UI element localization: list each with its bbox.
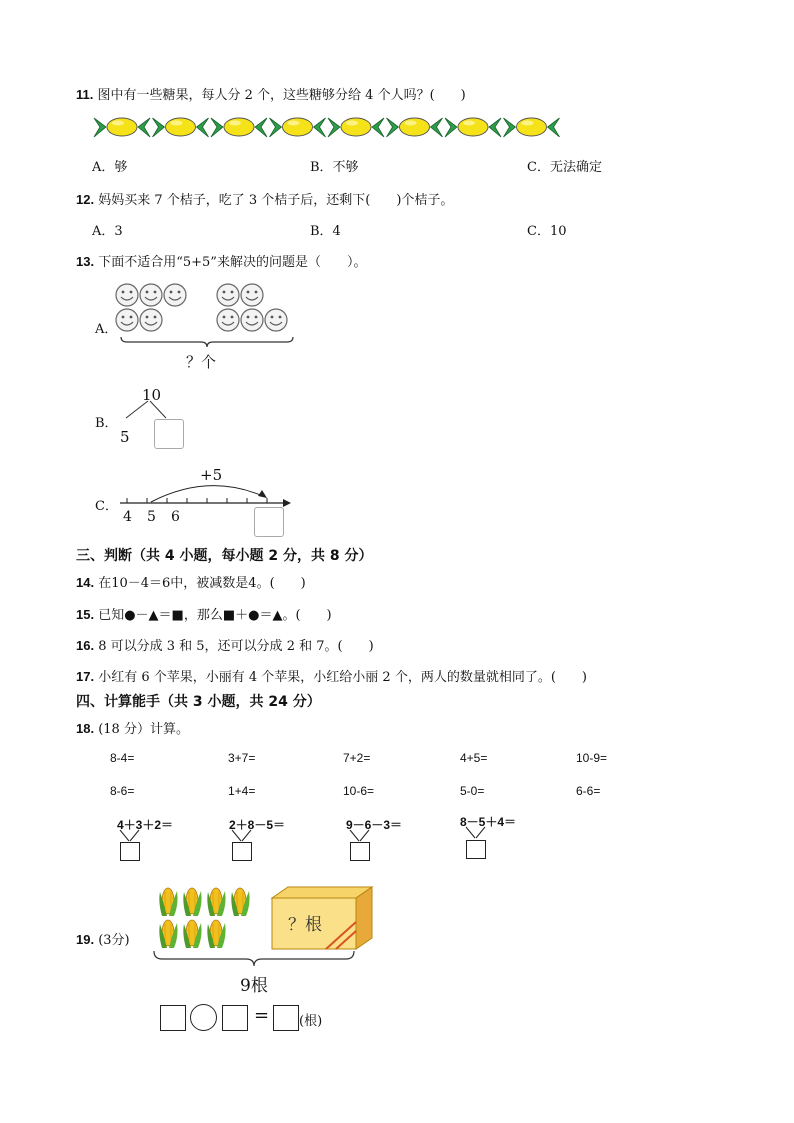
q14-stem [76, 572, 306, 591]
q13-number: 13. [76, 254, 95, 269]
calc-r2-1[interactable]: 8-6= [110, 784, 135, 798]
calc-r1-1[interactable]: 8-4= [110, 751, 135, 765]
candy-icon [153, 118, 209, 137]
eq-unit: (根) [299, 1014, 323, 1029]
q11-text: 图中有一些糖果，每人分 2 个，这些糖够分给 4 个人吗？( ) [97, 88, 466, 103]
calc-r2-3[interactable]: 10-6= [343, 784, 375, 798]
smiley-icon [241, 284, 263, 306]
candy-icon [328, 118, 384, 137]
q18-stem [76, 718, 189, 737]
chain-calc-4: 8－5＋4＝ [460, 815, 517, 829]
q13-text: 下面不适合用“5+5”来解决的问题是（ ）。 [98, 255, 367, 270]
q11-number: 11. [76, 87, 94, 102]
calc-r1-5[interactable]: 10-9= [576, 751, 608, 765]
q15-stem [76, 604, 332, 623]
chain-calc-3-lines [348, 829, 372, 843]
q17-number: 17. [76, 669, 95, 684]
chain-calc-1: 4＋3＋2＝ [117, 818, 174, 832]
candy-icon [387, 118, 443, 137]
calc-r1-2[interactable]: 3+7= [228, 751, 256, 765]
q12-option-a[interactable]: A．3 [92, 224, 123, 239]
q16-stem [76, 635, 374, 654]
decompose-top-number: 10 [142, 386, 162, 404]
q12-text: 妈妈买来 7 个桔子，吃了 3 个桔子后，还剩下( )个桔子。 [98, 193, 454, 208]
candy-icon [94, 118, 150, 137]
chain-calc-4-box[interactable] [466, 840, 486, 859]
calc-r1-4[interactable]: 4+5= [460, 751, 488, 765]
number-line-arrowhead [283, 499, 291, 507]
chain-calc-4-lines [464, 826, 488, 840]
number-line-tick-6: 6 [171, 509, 180, 525]
q12-stem [76, 189, 453, 208]
corn-icon [207, 888, 225, 916]
q12-option-c[interactable]: C．10 [527, 224, 567, 239]
chain-calc-3-box[interactable] [350, 842, 370, 861]
candy-icon [211, 118, 267, 137]
q18-number: 18. [76, 721, 95, 736]
decompose-left-number: 5 [120, 428, 130, 446]
smiley-icon [140, 284, 162, 306]
chain-calc-2: 2＋8－5＝ [229, 818, 286, 832]
number-line-tick-5: 5 [147, 509, 156, 525]
smiley-icon [164, 284, 186, 306]
calc-r2-2[interactable]: 1+4= [228, 784, 256, 798]
corn-icon [183, 888, 201, 916]
corn-icon [183, 920, 201, 948]
chain-calc-2-box[interactable] [232, 842, 252, 861]
smiley-icon [217, 309, 239, 331]
q17-text: 小红有 6 个苹果，小丽有 4 个苹果，小红给小丽 2 个，两人的数量就相同了。( ) [98, 670, 587, 685]
q14-text: 在10－4＝6中，被减数是4。( ) [98, 576, 306, 591]
q19-text: (3分) [98, 933, 130, 948]
corn-figure [150, 880, 380, 970]
q11-option-c[interactable]: C．无法确定 [527, 160, 602, 175]
calc-r2-4[interactable]: 5-0= [460, 784, 485, 798]
eq-operator-circle[interactable] [190, 1004, 217, 1031]
q18-text: (18 分）计算。 [98, 722, 189, 737]
q13-option-a-label[interactable]: A． [95, 322, 118, 337]
chain-calc-1-lines [118, 829, 142, 843]
corn-icon [159, 920, 177, 948]
box-label: ？根 [288, 915, 322, 935]
candy-icon [270, 118, 326, 137]
q16-number: 16. [76, 638, 95, 653]
q14-number: 14. [76, 575, 95, 590]
eq-box-1[interactable] [160, 1005, 186, 1031]
corn-total: 9根 [240, 976, 268, 996]
smiley-icon [217, 284, 239, 306]
q12-number: 12. [76, 192, 95, 207]
chain-calc-3: 9－6－3＝ [346, 818, 403, 832]
candy-row [92, 110, 567, 144]
q17-stem [76, 666, 587, 685]
chain-calc-2-lines [230, 829, 254, 843]
q12-option-b[interactable]: B．4 [310, 224, 341, 239]
q11-option-a[interactable]: A．够 [92, 160, 128, 175]
eq-box-2[interactable] [222, 1005, 248, 1031]
smiley-icon [140, 309, 162, 331]
q13-option-b-label[interactable]: B． [95, 416, 118, 431]
smiley-icon [241, 309, 263, 331]
calc-r2-5[interactable]: 6-6= [576, 784, 601, 798]
q11-stem [76, 84, 466, 103]
number-line-answer-box[interactable] [254, 507, 284, 537]
q15-number: 15. [76, 607, 95, 622]
q19-stem [76, 929, 130, 948]
q11-option-b[interactable]: B．不够 [310, 160, 359, 175]
smiley-icon [265, 309, 287, 331]
candy-icon [504, 118, 560, 137]
q19-number: 19. [76, 932, 95, 947]
corn-icon [231, 888, 249, 916]
eq-equals: = [254, 1005, 270, 1026]
number-line-tick-4: 4 [123, 509, 132, 525]
corn-icon [159, 888, 177, 916]
jump-arrowhead [258, 490, 267, 498]
number-line [115, 480, 300, 510]
smiley-icon [116, 309, 138, 331]
q16-text: 8 可以分成 3 和 5，还可以分成 2 和 7。( ) [98, 639, 374, 654]
smiley-icon [116, 284, 138, 306]
q13-stem [76, 251, 366, 270]
candy-icon [445, 118, 501, 137]
smiley-total-caption: ？个 [186, 353, 217, 371]
eq-box-result[interactable] [273, 1005, 299, 1031]
section-3-title: 三、判断（共 4 小题，每小题 2 分，共 8 分） [76, 548, 373, 564]
calc-r1-3[interactable]: 7+2= [343, 751, 371, 765]
corn-icon [207, 920, 225, 948]
q13-option-c-label[interactable]: C． [95, 499, 118, 514]
jump-label: +5 [200, 466, 223, 484]
jump-arc [151, 486, 265, 502]
decompose-answer-box[interactable] [154, 419, 184, 449]
chain-calc-1-box[interactable] [120, 842, 140, 861]
section-4-title: 四、计算能手（共 3 小题，共 24 分） [76, 694, 321, 710]
q15-text: 已知●－▲＝■，那么■＋●＝▲。( ) [98, 608, 332, 623]
